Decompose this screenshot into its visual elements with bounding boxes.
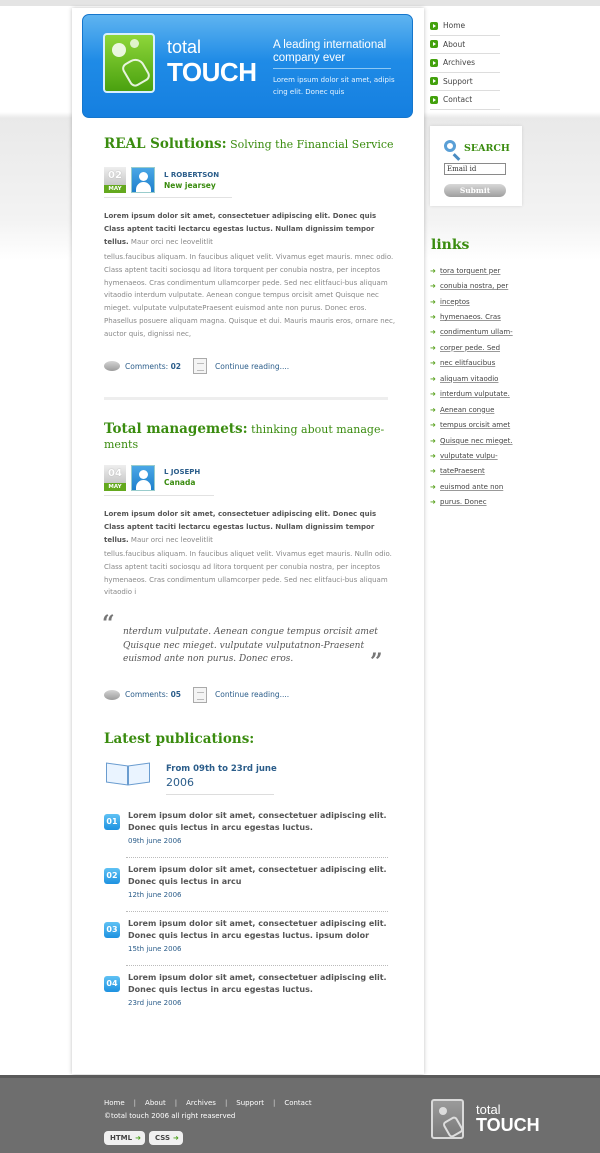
publication-item[interactable]	[104, 918, 388, 972]
avatar-icon	[131, 465, 155, 491]
continue-reading-link[interactable]: Continue reading....	[215, 690, 290, 699]
publication-text: Lorem ipsum dolor sit amet, consectetuer adipiscing elit. Donec quis lectus in arcu egestas luctus.	[128, 811, 387, 832]
link-item[interactable]: ➜ conubia nostra, per	[430, 282, 509, 291]
link-item[interactable]: ➜ inceptos	[430, 297, 470, 306]
publications-year: 2006	[166, 776, 194, 789]
nav-bullet-icon	[430, 40, 438, 48]
date-badge: 04 MAY	[104, 465, 126, 492]
link-item[interactable]: ➜ corper pede. Sed	[430, 343, 501, 352]
nav-bullet-icon	[430, 22, 438, 30]
publication-number: 02	[104, 868, 120, 884]
search-box	[430, 126, 522, 206]
link-arrow-icon: ➜	[430, 421, 436, 430]
link-item[interactable]: ➜ euismod ante non	[430, 482, 504, 491]
link-item[interactable]: ➜ tatePraesent	[430, 467, 485, 476]
arrow-right-icon: ➜	[173, 1134, 179, 1142]
search-input[interactable]	[444, 163, 506, 175]
publication-text: Lorem ipsum dolor sit amet, consectetuer adipiscing elit. Donec quis lectus in arcu egestas luctus. ipsum dolor	[128, 919, 387, 940]
comments-link[interactable]: Comments: 02	[125, 362, 182, 371]
footer-nav-separator: |	[272, 1099, 276, 1107]
links-list	[430, 263, 530, 510]
link-arrow-icon: ➜	[430, 282, 436, 291]
link-arrow-icon: ➜	[430, 436, 436, 445]
nav-bullet-icon	[430, 59, 438, 67]
publication-divider	[126, 965, 388, 966]
article-body: tellus.faucibus aliquam. In faucibus aliquet velit. Vivamus eget mauris. mnec odio. Class aptent taciti sociosqu ad litora torquent per conubia nostra, per inceptos hymenaeos. Cras condimentum ullamcorper pede. Sed nec elitfauci-bus aliquam vitaodio interdum vulputate. Aenean congue tempus orcisit amet Quisque nec mieget. vulputate vulputatePraesent euismod ante non purus. Donec eros. Phasellus posuere aliquam magna. Quisque et dui. Mauris mauris eros, ornare nec, auctor quis, dignissi nec,	[104, 253, 396, 338]
publication-item[interactable]	[104, 972, 388, 1026]
footer-nav-item[interactable]: Home	[104, 1099, 125, 1107]
meta-divider	[104, 495, 214, 496]
footer-logo-icon[interactable]	[431, 1099, 464, 1139]
article-lead: Lorem ipsum dolor sit amet, consectetuer adipiscing elit. Donec quis Class aptent taciti lectarcu egestas luctus. Nullam dignissim tempor tellus. Maur orci nec leovelitlit	[104, 212, 377, 246]
search-icon	[444, 140, 456, 152]
publication-date: 15th june 2006	[128, 945, 182, 953]
link-arrow-icon: ➜	[430, 328, 436, 337]
nav-bullet-icon	[430, 96, 438, 104]
link-arrow-icon: ➜	[430, 467, 436, 476]
link-arrow-icon: ➜	[430, 343, 436, 352]
link-arrow-icon: ➜	[430, 297, 436, 306]
publications-heading: Latest publications:	[104, 731, 255, 747]
article-quote: nterdum vulputate. Aenean congue tempus orcisit amet Quisque nec mieget. vulputate vulputatnon-Praesent euismod ante non purus. Donec eros.	[123, 627, 378, 664]
author-name: L ROBERTSON	[164, 171, 220, 179]
author-name: L JOSEPH	[164, 468, 201, 476]
link-item[interactable]: ➜ purus. Donec	[430, 498, 487, 507]
tagline-subtext: Lorem ipsum dolor sit amet, adipis cing elit. Donec quis	[273, 76, 395, 96]
link-arrow-icon: ➜	[430, 390, 436, 399]
nav-item-about[interactable]: About	[430, 36, 500, 55]
footer-logo-big: TOUCH	[476, 1115, 540, 1135]
article-title[interactable]: Total managemets: thinking about manage-ments	[104, 421, 385, 451]
publication-date: 12th june 2006	[128, 891, 182, 899]
tagline-divider	[273, 68, 391, 69]
quote-open-icon: “	[102, 611, 115, 637]
arrow-right-icon: ➜	[135, 1134, 141, 1142]
footer	[0, 1075, 600, 1153]
publication-divider	[126, 857, 388, 858]
meta-divider	[104, 197, 232, 198]
document-icon	[193, 687, 207, 703]
footer-nav-item[interactable]: Contact	[284, 1099, 312, 1107]
link-item[interactable]: ➜ Aenean congue	[430, 405, 495, 414]
nav-item-support[interactable]: Support	[430, 73, 500, 92]
link-arrow-icon: ➜	[430, 451, 436, 460]
article-lead: Lorem ipsum dolor sit amet, consectetuer adipiscing elit. Donec quis Class aptent taciti lectarcu egestas luctus. Nullam dignissim tempor tellus. Maur orci nec leovelitlit	[104, 510, 377, 544]
comments-link[interactable]: Comments: 05	[125, 690, 182, 699]
publication-text: Lorem ipsum dolor sit amet, consectetuer adipiscing elit. Donec quis lectus in arcu egestas luctus.	[128, 973, 387, 994]
link-item[interactable]: ➜ condimentum ullam-	[430, 328, 513, 337]
logo-text-small: total	[167, 37, 202, 57]
publication-date: 23rd june 2006	[128, 999, 182, 1007]
continue-reading-link[interactable]: Continue reading....	[215, 362, 290, 371]
publications-range: From 09th to 23rd june	[166, 764, 277, 774]
link-item[interactable]: ➜ hymenaeos. Cras	[430, 313, 501, 322]
publication-number: 01	[104, 814, 120, 830]
footer-nav-item[interactable]: About	[145, 1099, 166, 1107]
publication-item[interactable]	[104, 810, 388, 864]
nav-item-archives[interactable]: Archives	[430, 54, 500, 73]
html-badge[interactable]: HTML ➜	[104, 1131, 145, 1145]
links-heading: links	[431, 237, 470, 253]
link-arrow-icon: ➜	[430, 374, 436, 383]
link-arrow-icon: ➜	[430, 359, 436, 368]
nav-item-contact[interactable]: Contact	[430, 91, 500, 110]
tagline: A leading international company ever	[273, 39, 387, 64]
link-item[interactable]: ➜ interdum vulputate.	[430, 390, 510, 399]
comment-icon	[104, 361, 120, 371]
date-badge: 02 MAY	[104, 167, 126, 194]
quote-close-icon: ”	[370, 649, 383, 675]
footer-nav-separator: |	[224, 1099, 228, 1107]
footer-nav-separator: |	[174, 1099, 178, 1107]
logo-icon[interactable]	[103, 33, 155, 93]
article-body: tellus.faucibus aliquam. In faucibus aliquet velit. Vivamus eget mauris. Nulln odio. Class aptent taciti sociosqu ad litora torquent per conubia nostra, per inceptos hymenaeos. Cras condimentum ullamcorper pede. Sed nec elitfauci-bus aliquam vitaodio i	[104, 550, 392, 597]
article-divider	[104, 397, 388, 400]
css-badge[interactable]: CSS ➜	[149, 1131, 183, 1145]
book-icon	[106, 760, 152, 790]
link-item[interactable]: ➜ tempus orcisit amet	[430, 421, 511, 430]
link-item[interactable]: ➜ tora torquent per	[430, 266, 501, 275]
footer-nav-item[interactable]: Archives	[186, 1099, 216, 1107]
publication-number: 03	[104, 922, 120, 938]
publication-date: 09th june 2006	[128, 837, 182, 845]
author-location: Canada	[164, 478, 196, 487]
avatar-icon	[131, 167, 155, 193]
footer-nav	[104, 1099, 312, 1107]
link-arrow-icon: ➜	[430, 313, 436, 322]
logo-text-big: TOUCH	[167, 57, 257, 87]
nav-bullet-icon	[430, 77, 438, 85]
author-location: New jearsey	[164, 181, 216, 190]
footer-nav-item[interactable]: Support	[236, 1099, 264, 1107]
copyright: ©total touch 2006 all right reaserved	[104, 1112, 236, 1120]
publications-divider	[166, 794, 274, 795]
footer-logo-small: total	[476, 1102, 501, 1117]
footer-nav-separator: |	[133, 1099, 137, 1107]
nav-item-home[interactable]: Home	[430, 17, 500, 36]
link-item[interactable]: ➜ Quisque nec mieget.	[430, 436, 513, 445]
publication-divider	[126, 911, 388, 912]
comment-icon	[104, 690, 120, 700]
header-banner	[82, 14, 413, 118]
article-title[interactable]: REAL Solutions: Solving the Financial Service	[104, 136, 394, 152]
link-arrow-icon: ➜	[430, 498, 436, 507]
publication-text: Lorem ipsum dolor sit amet, consectetuer adipiscing elit. Donec quis lectus in arcu	[128, 865, 387, 886]
link-arrow-icon: ➜	[430, 405, 436, 414]
search-title: SEARCH	[464, 143, 510, 154]
link-item[interactable]: ➜ nec elitfaucibus	[430, 359, 496, 368]
submit-button[interactable]: Submit	[444, 184, 506, 197]
publication-item[interactable]	[104, 864, 388, 918]
link-arrow-icon: ➜	[430, 266, 436, 275]
link-item[interactable]: ➜ aliquam vitaodio	[430, 374, 499, 383]
document-icon	[193, 358, 207, 374]
main-nav	[430, 17, 500, 110]
link-item[interactable]: ➜ vulputate vulpu-	[430, 451, 498, 460]
link-arrow-icon: ➜	[430, 482, 436, 491]
publication-number: 04	[104, 976, 120, 992]
